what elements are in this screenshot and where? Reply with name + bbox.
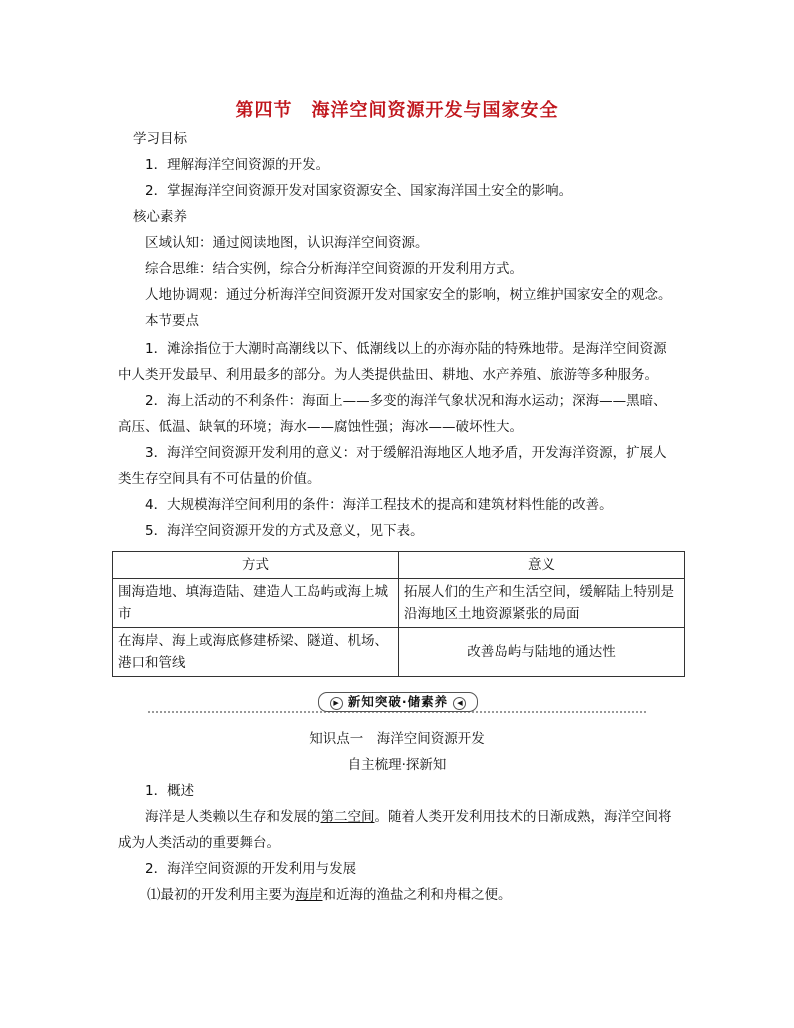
literacy-item: 人地协调观：通过分析海洋空间资源开发对国家安全的影响，树立维护国家安全的观念。 [145, 287, 672, 303]
key-point: 3．海洋空间资源开发利用的意义：对于缓解沿海地区人地矛盾，开发海洋资源，扩展人类生存空间具有不可估量的价值。 [118, 445, 667, 487]
subsection-item: ⑴最初的开发利用主要为海岸和近海的渔盐之利和舟楫之便。 [147, 887, 512, 903]
table-header-row [113, 552, 685, 579]
table-cell: 拓展人们的生产和生活空间，缓解陆上特别是沿海地区土地资源紧张的局面 [399, 579, 685, 628]
literacy-item: 综合思维：结合实例，综合分析海洋空间资源的开发利用方式。 [145, 261, 523, 277]
key-points-heading: 本节要点 [145, 313, 199, 329]
left-arrow-icon: ◀ [453, 697, 466, 710]
self-study-subheading: 自主梳理·探新知 [347, 757, 447, 773]
table-row [113, 628, 685, 677]
subsection-label: 2．海洋空间资源的开发利用与发展 [145, 861, 357, 877]
goals-heading: 学习目标 [133, 131, 187, 147]
literacy-item: 区域认知：通过阅读地图，认识海洋空间资源。 [145, 235, 429, 251]
banner-text: 新知突破·储素养 [347, 694, 449, 709]
table-header-cell: 方式 [113, 552, 399, 579]
page-title: 第四节 海洋空间资源开发与国家安全 [235, 100, 559, 121]
section-banner [148, 692, 646, 716]
knowledge-point-heading: 知识点一 海洋空间资源开发 [309, 731, 485, 747]
key-point: 5．海洋空间资源开发的方式及意义，见下表。 [145, 523, 424, 539]
table-cell: 在海岸、海上或海底修建桥梁、隧道、机场、港口和管线 [113, 628, 399, 677]
table-cell: 改善岛屿与陆地的通达性 [399, 628, 685, 677]
overview-paragraph: 海洋是人类赖以生存和发展的第二空间。随着人类开发利用技术的日渐成熟，海洋空间将成为人类活动的重要舞台。 [118, 809, 672, 851]
table-cell: 围海造地、填海造陆、建造人工岛屿或海上城市 [113, 579, 399, 628]
table-header-cell: 意义 [399, 552, 685, 579]
overview-label: 1．概述 [145, 783, 195, 799]
blank-answer: 第二空间 [320, 809, 375, 825]
key-point: 1．滩涂指位于大潮时高潮线以下、低潮线以上的亦海亦陆的特殊地带。是海洋空间资源中人类开发最早、利用最多的部分。为人类提供盐田、耕地、水产养殖、旅游等多种服务。 [118, 341, 667, 383]
right-arrow-icon: ▶ [330, 697, 343, 710]
table-row [113, 579, 685, 628]
key-point: 4．大规模海洋空间利用的条件：海洋工程技术的提高和建筑材料性能的改善。 [145, 497, 613, 513]
blank-answer: 海岸 [295, 887, 323, 903]
development-methods-table [112, 551, 685, 677]
key-point: 2．海上活动的不利条件：海面上——多变的海洋气象状况和海水运动；深海——黑暗、高压、低温、缺氧的环境；海水——腐蚀性强；海冰——破坏性大。 [118, 393, 667, 435]
goal-item: 1．理解海洋空间资源的开发。 [145, 157, 330, 173]
literacy-heading: 核心素养 [133, 209, 187, 225]
banner-pill [318, 692, 478, 712]
goal-item: 2．掌握海洋空间资源开发对国家资源安全、国家海洋国土安全的影响。 [145, 183, 573, 199]
